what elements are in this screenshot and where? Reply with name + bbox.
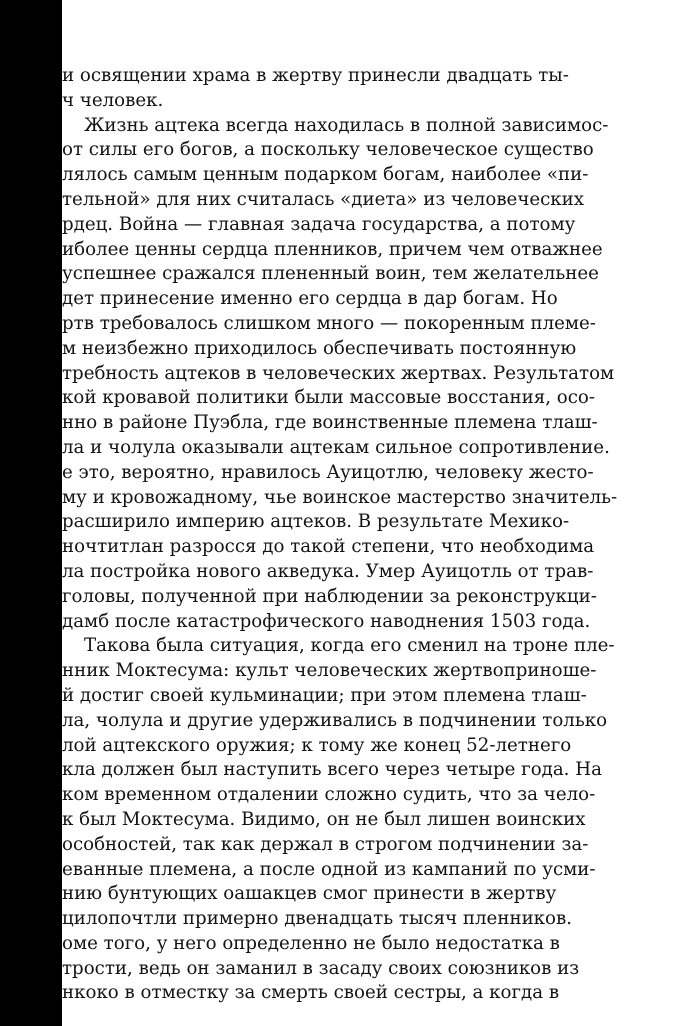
text-line: ла, чолула и другие удерживались в подчинении только [62, 709, 608, 731]
text-line: лялось самым ценным подарком богам, наиболее «пи- [62, 164, 589, 186]
text-line: кой кровавой политики были массовые восстания, осо- [62, 387, 595, 409]
text-line: му и кровожадному, чье воинское мастерство значитель- [62, 486, 618, 508]
text-line: ком временном отдалении сложно судить, что за чело- [62, 784, 596, 806]
binding-shadow [0, 0, 62, 1026]
text-line: и освящении храма в жертву принесли двадцать ты- [62, 65, 569, 86]
text-line: дет принесение именно его сердца в дар богам. Но [62, 288, 558, 310]
text-line: дамб после катастрофического наводнения 1503 года. [62, 610, 591, 632]
text-line: ч человек. [62, 89, 164, 111]
text-line: нник Моктесума: культ человеческих жертвоприноше- [62, 660, 597, 682]
text-line: иболее ценны сердца пленников, причем чем отважнее [62, 238, 603, 260]
text-line: нкоко в отместку за смерть своей сестры, а когда в [62, 982, 560, 1004]
text-line: головы, полученной при наблюдении за реконструкци- [62, 585, 597, 607]
text-line: трости, ведь он заманил в засаду своих союзников из [62, 957, 580, 979]
text-line: ночтитлан разросся до такой степени, что необходима [62, 536, 595, 558]
text-line: еванные племена, а после одной из кампаний по усми- [62, 858, 596, 880]
text-line: оме того, у него определенно не было недостатка в [62, 932, 560, 954]
text-line: й достиг своей кульминации; при этом племена тлаш- [62, 684, 587, 706]
text-line: лой ацтекского оружия; к тому же конец 52-летнего [62, 734, 572, 756]
text-line: ртв требовалось слишком много — покоренным племе- [62, 312, 596, 334]
text-line: рдец. Война — главная задача государства, а потому [62, 213, 576, 235]
text-line: расширило империю ацтеков. В результате Мехико- [62, 511, 570, 533]
text-line: нно в районе Пуэбла, где воинственные племена тлаш- [62, 412, 598, 434]
text-line: е это, вероятно, нравилось Ауицотлю, человеку жесто- [62, 461, 594, 483]
text-line: тельной» для них считалась «диета» из человеческих [62, 188, 585, 210]
text-line: требность ацтеков в человеческих жертвах. Результатом [62, 362, 615, 384]
text-line: ла постройка нового акведука. Умер Ауицотль от трав- [62, 560, 594, 582]
text-line: успешнее сражался плененный воин, тем желательнее [62, 263, 599, 285]
page-text [62, 64, 682, 1006]
text-line: Жизнь ацтека всегда находилась в полной зависимос- [84, 114, 609, 136]
text-line: кла должен был наступить всего через четыре года. На [62, 759, 602, 781]
text-line: ла и чолула оказывали ацтекам сильное сопротивление. [62, 436, 610, 458]
text-line: Такова была ситуация, когда его сменил на троне пле- [84, 635, 615, 657]
text-line: цилопочтли примерно двенадцать тысяч пленников. [62, 908, 573, 930]
text-line: от силы его богов, а поскольку человеческое существо [62, 139, 594, 161]
text-line: особностей, так как держал в строгом подчинении за- [62, 833, 589, 855]
text-line: к был Моктесума. Видимо, он не был лишен воинских [62, 808, 586, 830]
text-line: нию бунтующих оашакцев смог принести в жертву [62, 883, 557, 905]
text-line: м неизбежно приходилось обеспечивать постоянную [62, 337, 577, 359]
